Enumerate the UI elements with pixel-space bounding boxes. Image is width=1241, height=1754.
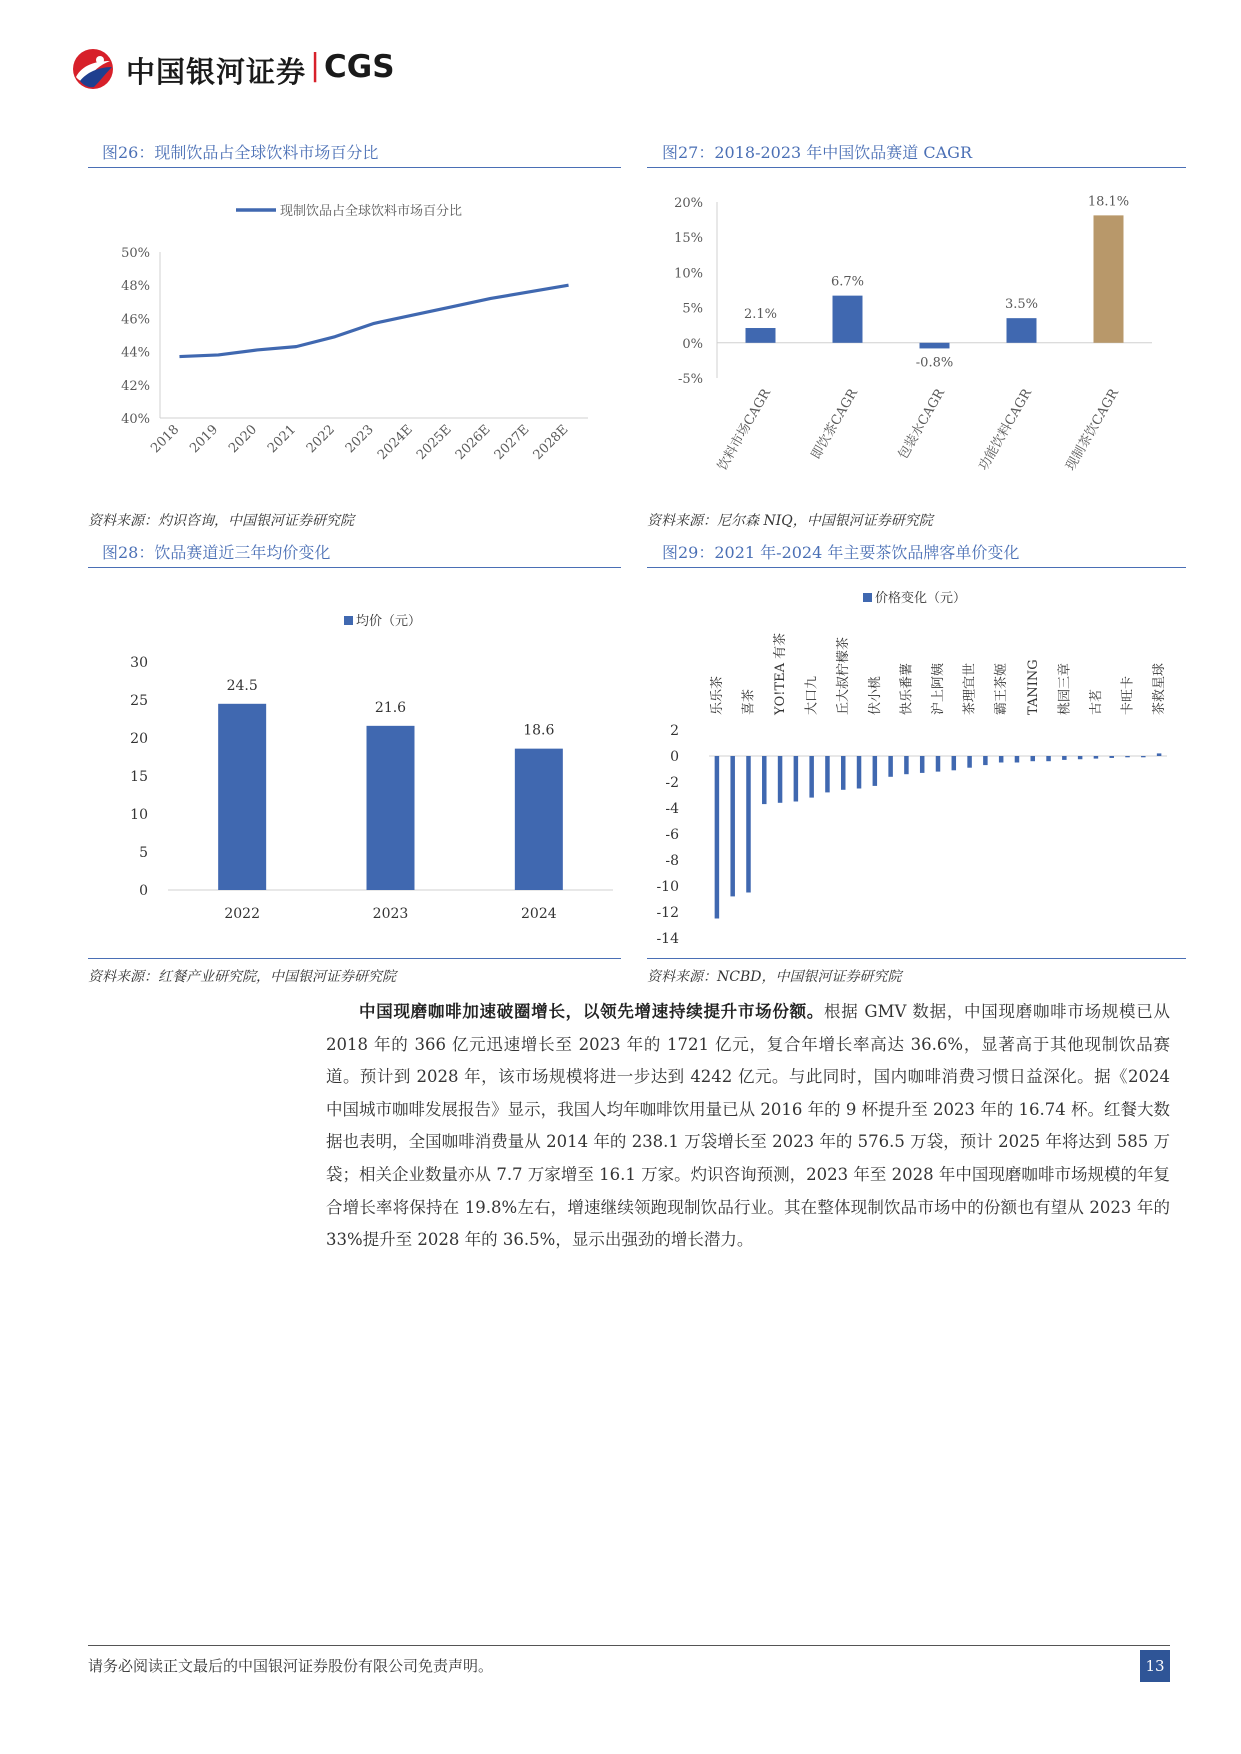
fig29-x-tick-label: 古茗 xyxy=(1088,688,1104,715)
fig28-data-label: 24.5 xyxy=(226,677,258,694)
brand-separator: | xyxy=(310,48,321,83)
fig29-y-tick-label: -6 xyxy=(665,827,679,843)
fig29-bar xyxy=(967,756,972,768)
fig28-bar xyxy=(367,726,415,890)
fig26-x-tick-label: 2028E xyxy=(530,422,572,463)
fig29-bar xyxy=(1125,756,1130,757)
fig27-bar xyxy=(1094,215,1124,342)
fig27-y-tick-label: 15% xyxy=(674,231,703,247)
fig28-x-tick-label: 2023 xyxy=(372,906,409,922)
fig28-y-tick-label: 25 xyxy=(130,693,148,709)
fig29-bar xyxy=(1157,753,1162,756)
fig29-x-tick-label: 茶理宜世 xyxy=(962,662,978,715)
fig29-x-tick-label: 霸王茶姬 xyxy=(994,662,1010,715)
fig29-bar xyxy=(1078,756,1083,759)
fig29-x-tick-label: TANING xyxy=(1025,659,1041,715)
fig27-x-tick-label: 功能饮料CAGR xyxy=(976,386,1035,474)
fig29-bar xyxy=(1046,756,1051,761)
fig28-y-tick-label: 30 xyxy=(130,655,148,671)
fig29-bar xyxy=(999,756,1004,763)
fig26-y-tick-label: 46% xyxy=(121,312,150,328)
fig28-legend-swatch xyxy=(344,616,353,625)
fig29-bar xyxy=(857,756,862,789)
fig29-y-tick-label: -12 xyxy=(656,905,679,921)
fig26-x-tick-label: 2027E xyxy=(491,422,533,463)
header-logo xyxy=(70,44,400,94)
fig28-data-label: 21.6 xyxy=(374,699,407,716)
fig29-bar xyxy=(904,756,909,774)
fig27-y-tick-label: 0% xyxy=(682,336,703,352)
fig27-bar xyxy=(746,328,776,343)
fig26-series-line xyxy=(179,285,568,356)
fig29-y-tick-label: -14 xyxy=(656,931,679,947)
fig29-bar xyxy=(920,756,925,773)
fig29-bar xyxy=(1062,756,1067,760)
footer-rule xyxy=(88,1645,1170,1646)
fig29-bar xyxy=(762,756,767,804)
fig27-x-tick-label: 饮料市场CAGR xyxy=(715,386,774,474)
fig27-x-tick-label: 现制茶饮CAGR xyxy=(1063,386,1122,474)
fig29-title-rule xyxy=(647,567,1186,568)
fig29-bar xyxy=(730,756,735,896)
fig29-title: 图29：2021 年-2024 年主要茶饮品牌客单价变化 xyxy=(662,543,1020,562)
fig29-y-tick-label: 2 xyxy=(670,723,679,739)
fig29-x-tick-label: 乐乐茶 xyxy=(709,675,725,715)
fig28-title: 图28：饮品赛道近三年均价变化 xyxy=(102,543,331,562)
fig29-bar xyxy=(1031,756,1036,761)
fig27-bar xyxy=(920,343,950,349)
fig27-title-rule xyxy=(647,167,1186,168)
fig29-x-tick-label: 伏小桃 xyxy=(867,675,883,715)
body-lead: 中国现磨咖啡加速破圈增长，以领先增速持续提升市场份额。 xyxy=(359,1002,825,1021)
fig29-bar xyxy=(778,756,783,803)
fig28-x-tick-label: 2024 xyxy=(521,906,557,922)
fig26-legend-label: 现制饮品占全球饮料市场百分比 xyxy=(280,204,463,219)
fig29-bar xyxy=(841,756,846,790)
fig27-y-tick-label: 10% xyxy=(674,266,703,282)
fig28-y-tick-label: 10 xyxy=(130,807,148,823)
fig29-x-tick-label: 大口九 xyxy=(804,675,820,715)
cgs-logo-icon xyxy=(70,47,116,91)
fig26-x-tick-label: 2021 xyxy=(265,422,300,457)
fig29-bar xyxy=(1109,756,1114,758)
fig27-data-label: 6.7% xyxy=(830,274,865,290)
fig29-y-tick-label: -4 xyxy=(665,801,679,817)
fig26-x-tick-label: 2025E xyxy=(413,422,455,463)
fig29-bar xyxy=(888,756,893,777)
fig29-source: 资料来源：NCBD，中国银河证券研究院 xyxy=(647,969,902,985)
fig29-bar xyxy=(983,756,988,765)
fig29-bar xyxy=(952,756,957,770)
fig29-bottom-rule xyxy=(647,958,1186,959)
fig28-bar xyxy=(515,749,563,890)
fig28-bottom-rule xyxy=(88,958,621,959)
fig29-x-tick-label: 喜茶 xyxy=(741,688,757,715)
fig28-legend-label: 均价（元） xyxy=(356,614,422,629)
fig26-y-tick-label: 40% xyxy=(121,412,150,427)
fig29-y-tick-label: -8 xyxy=(665,853,679,869)
fig28-source: 资料来源：红餐产业研究院，中国银河证券研究院 xyxy=(88,969,396,985)
fig26-y-tick-label: 48% xyxy=(121,279,150,295)
fig28-y-tick-label: 0 xyxy=(139,883,148,899)
fig26-title-rule xyxy=(88,167,621,168)
body-paragraph xyxy=(326,996,1170,1257)
fig29-bar xyxy=(809,756,814,798)
fig27-data-label: 3.5% xyxy=(1004,297,1039,313)
fig29-bar xyxy=(746,756,751,893)
fig27-x-tick-label: 即饮茶CAGR xyxy=(808,386,861,462)
fig29-x-tick-label: YO!TEA 有茶 xyxy=(773,632,789,715)
fig28-y-tick-label: 5 xyxy=(139,845,148,861)
fig29-bar xyxy=(715,756,720,919)
page-number: 13 xyxy=(1140,1650,1170,1682)
fig27-y-tick-label: 5% xyxy=(682,301,703,317)
fig26-x-tick-label: 2018 xyxy=(148,422,183,457)
fig29-x-tick-label: 沪上阿姨 xyxy=(931,662,946,715)
fig29-bar xyxy=(825,756,830,792)
fig27-chart xyxy=(647,180,1186,500)
fig26-y-tick-label: 44% xyxy=(121,345,150,361)
body-text: 根据 GMV 数据，中国现磨咖啡市场规模已从 2018 年的 366 亿元迅速增长至 2023 年的 1721 亿元，复合年增长率高达 36.6%，显著高于其他现制饮品赛道。预计到 2028 年，该市场规模将进一步达到 4242 亿元。与此同时，国内咖啡消费习惯日益深化。据《2024 中国城市咖啡发展报告》显示，我国人均年咖啡饮用量已从 2016 年的 9 杯提升至 2023 年的 16.74 杯。红餐大数据也表明，全国咖啡消费量从 2014 年的 238.1 万袋增长至 2023 年的 576.5 万袋，预计 2025 年将达到 585 万袋；相关企业数量亦从 7.7 万家增至 16.1 万家。灼识咨询预测，2023 年至 2028 年中国现磨咖啡市场规模的年复合增长率将保持在 19.8%左右，增速继续领跑现制饮品行业。其在整体现制饮品市场中的份额也有望从 2023 年的 33%提升至 2028 年的 36.5%，显示出强劲的增长潜力。 xyxy=(326,1002,1171,1250)
fig26-source: 资料来源：灼识咨询，中国银河证券研究院 xyxy=(88,513,354,529)
fig26-x-tick-label: 2022 xyxy=(303,422,338,457)
fig27-y-tick-label: -5% xyxy=(677,372,703,387)
fig27-x-tick-label: 包装水CAGR xyxy=(895,386,948,462)
fig26-title: 图26：现制饮品占全球饮料市场百分比 xyxy=(102,143,379,162)
fig28-y-tick-label: 15 xyxy=(130,769,148,785)
fig29-y-tick-label: 0 xyxy=(670,749,679,765)
fig28-chart xyxy=(88,600,621,930)
fig29-bar xyxy=(873,756,878,786)
fig29-x-tick-label: 丘大叔柠檬茶 xyxy=(836,636,852,715)
fig26-y-tick-label: 42% xyxy=(121,378,150,394)
fig29-chart xyxy=(647,580,1186,955)
fig26-x-tick-label: 2020 xyxy=(226,422,261,457)
fig27-source: 资料来源：尼尔森 NIQ，中国银河证券研究院 xyxy=(647,513,933,529)
fig29-x-tick-label: 桃园三章 xyxy=(1057,662,1073,715)
fig26-x-tick-label: 2024E xyxy=(375,422,416,463)
fig26-x-tick-label: 2026E xyxy=(452,422,494,463)
brand-name-en: CGS xyxy=(324,49,395,85)
fig29-bar xyxy=(936,756,941,772)
fig27-data-label: -0.8% xyxy=(915,355,954,371)
fig28-x-tick-label: 2022 xyxy=(224,906,260,922)
fig26-x-tick-label: 2023 xyxy=(342,422,377,457)
fig29-legend-label: 价格变化（元） xyxy=(875,591,967,606)
fig29-x-tick-label: 卡旺卡 xyxy=(1120,675,1136,715)
fig27-data-label: 2.1% xyxy=(743,307,778,323)
fig29-bar xyxy=(1015,756,1020,763)
fig27-bar xyxy=(1007,318,1037,343)
fig28-y-tick-label: 20 xyxy=(130,731,148,747)
fig26-y-tick-label: 50% xyxy=(121,246,150,261)
fig26-chart xyxy=(88,190,621,480)
fig29-bar xyxy=(1094,756,1099,759)
brand-name-cn: 中国银河证券 xyxy=(126,55,307,89)
fig29-bar xyxy=(794,756,799,802)
fig27-title: 图27：2018-2023 年中国饮品赛道 CAGR xyxy=(662,143,973,162)
footer-disclaimer: 请务必阅读正文最后的中国银河证券股份有限公司免责声明。 xyxy=(88,1657,494,1675)
fig29-bar xyxy=(1141,756,1146,757)
fig27-data-label: 18.1% xyxy=(1087,194,1130,210)
fig29-y-tick-label: -10 xyxy=(656,879,679,895)
fig27-bar xyxy=(833,296,863,343)
fig29-x-tick-label: 茶救星球 xyxy=(1152,662,1168,715)
fig29-x-tick-label: 快乐番薯 xyxy=(899,662,915,715)
fig26-x-tick-label: 2019 xyxy=(187,422,222,457)
fig29-legend-swatch xyxy=(863,593,872,602)
fig29-y-tick-label: -2 xyxy=(665,775,679,791)
fig27-y-tick-label: 20% xyxy=(674,196,703,211)
fig28-bar xyxy=(218,704,266,890)
fig28-data-label: 18.6 xyxy=(523,722,555,739)
fig28-title-rule xyxy=(88,567,621,568)
